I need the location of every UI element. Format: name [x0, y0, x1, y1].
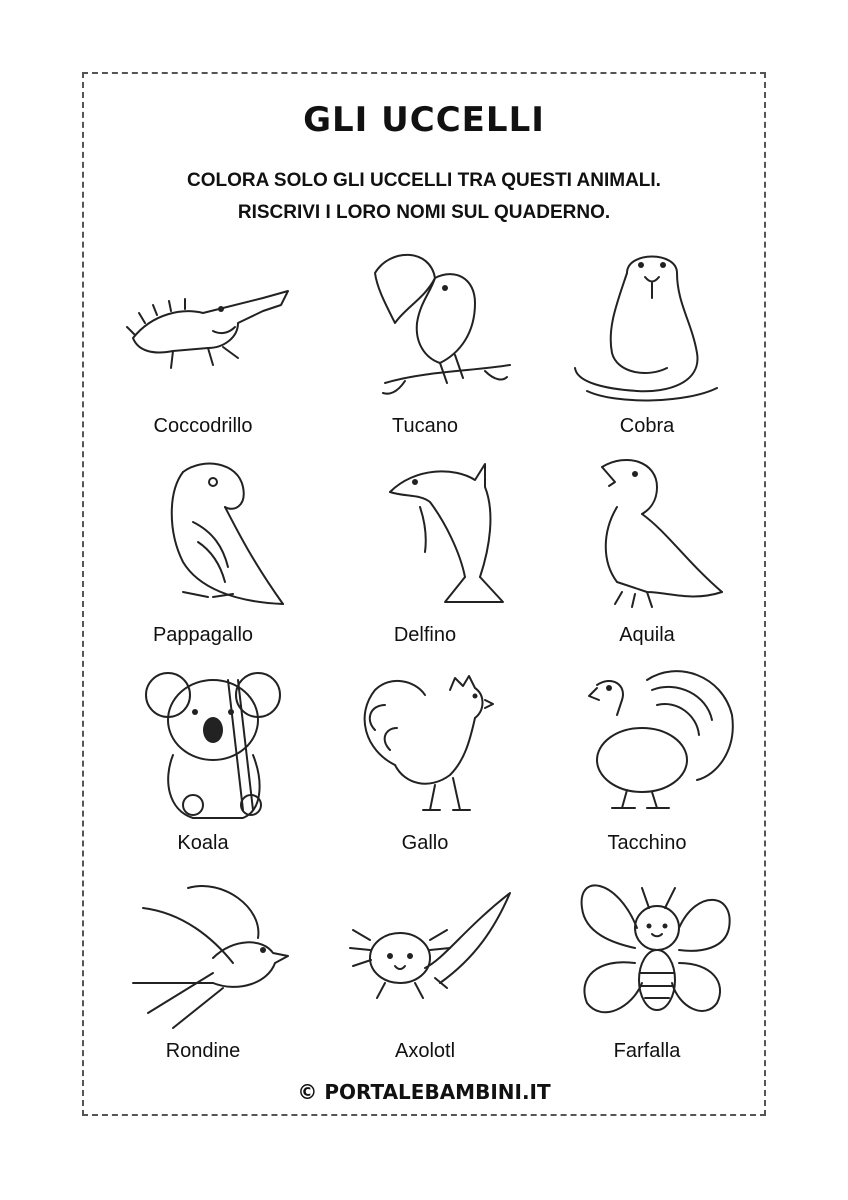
animal-card-rondine [88, 868, 318, 1073]
animal-label: Delfino [393, 624, 457, 646]
animal-label: Pappagallo [152, 624, 254, 646]
animal-card-axolotl [310, 868, 540, 1073]
animal-card-cobra [532, 243, 762, 448]
animal-card-coccodrillo [88, 243, 318, 448]
koala-icon [113, 660, 293, 825]
eagle-icon [557, 452, 737, 617]
animal-label: Koala [177, 832, 229, 854]
animal-label: Axolotl [394, 1040, 456, 1062]
animal-card-tacchino [532, 660, 762, 865]
turkey-icon [557, 660, 737, 825]
animal-label: Aquila [619, 624, 675, 646]
animal-label: Gallo [401, 832, 449, 854]
animal-card-farfalla [532, 868, 762, 1073]
animal-card-delfino [310, 452, 540, 657]
animal-label: Cobra [619, 415, 675, 437]
instruction-line-2: RISCRIVI I LORO NOMI SUL QUADERNO. [237, 202, 611, 223]
animal-label: Tucano [392, 415, 458, 437]
animal-label: Coccodrillo [153, 415, 253, 437]
animal-card-koala [88, 660, 318, 865]
cobra-icon [557, 243, 737, 408]
animal-card-aquila [532, 452, 762, 657]
rooster-icon [335, 660, 515, 825]
animal-card-pappagallo [88, 452, 318, 657]
animal-label: Rondine [165, 1040, 241, 1062]
toucan-icon [335, 243, 515, 408]
swallow-icon [113, 868, 293, 1033]
copyright-footer: © PORTALEBAMBINI.IT [297, 1080, 551, 1104]
instruction-line-1: COLORA SOLO GLI UCCELLI TRA QUESTI ANIMALI. [187, 170, 661, 191]
parrot-icon [113, 452, 293, 617]
dolphin-icon [335, 452, 515, 617]
animal-label: Farfalla [613, 1040, 681, 1062]
animal-label: Tacchino [607, 832, 687, 854]
axolotl-icon [335, 868, 515, 1033]
butterfly-icon [557, 868, 737, 1033]
page-title: GLI UCCELLI [303, 100, 545, 140]
crocodile-icon [113, 243, 293, 408]
animal-card-gallo [310, 660, 540, 865]
animal-card-tucano [310, 243, 540, 448]
